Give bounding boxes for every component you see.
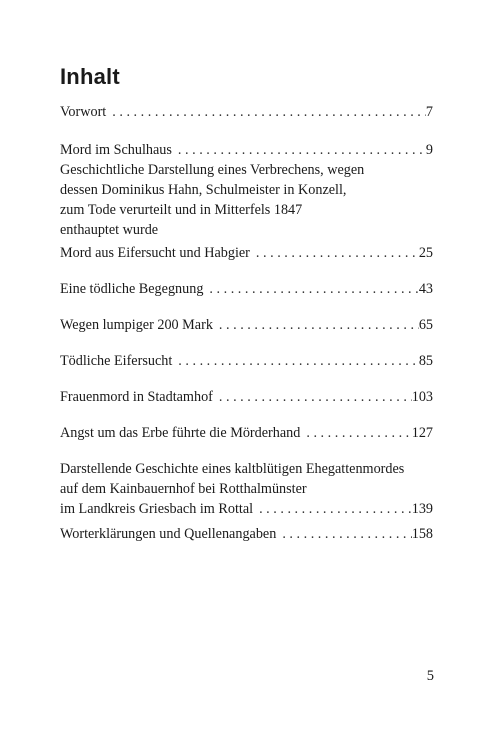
toc-entry-title-line: Darstellende Geschichte eines kaltblütigen Ehegattenmordes bbox=[60, 461, 405, 477]
toc-page-number: 7 bbox=[425, 104, 433, 120]
page-number: 5 bbox=[426, 668, 434, 684]
toc-entry-title: Wegen lumpiger 200 Mark bbox=[60, 317, 213, 333]
toc-entry-subtitle-line: dessen Dominikus Hahn, Schulmeister in Konzell, bbox=[60, 182, 347, 198]
toc-page-number: 25 bbox=[418, 245, 433, 261]
toc-entry-title: Mord im Schulhaus bbox=[60, 142, 172, 158]
dot-leader bbox=[276, 524, 411, 544]
toc-entry-title: Mord aus Eifersucht und Habgier bbox=[60, 245, 250, 261]
dot-leader bbox=[253, 499, 412, 519]
toc-entry-subtitle-line: enthauptet wurde bbox=[60, 222, 159, 238]
toc-entry-title: Worterklärungen und Quellenangaben bbox=[60, 526, 277, 542]
toc-entry-worterklaerungen bbox=[60, 524, 433, 544]
toc-entry-toedliche-eifersucht bbox=[60, 351, 433, 371]
toc-page-number: 43 bbox=[418, 281, 433, 297]
toc-entry-angst-um-das-erbe bbox=[60, 423, 433, 443]
toc-entry-title-line: auf dem Kainbauernhof bei Rotthalmünster bbox=[60, 481, 307, 497]
toc-entry-subtitle-line: Geschichtliche Darstellung eines Verbrechens, wegen bbox=[60, 162, 365, 178]
toc-page-number: 9 bbox=[425, 142, 433, 158]
dot-leader bbox=[203, 279, 418, 299]
contents-heading: Inhalt bbox=[60, 64, 120, 89]
toc-entry-ehegattenmord bbox=[60, 459, 433, 519]
toc-entry-mord-aus-eifersucht bbox=[60, 243, 433, 263]
toc-entry-mord-im-schulhaus bbox=[60, 140, 433, 240]
toc-entry-lumpiger-200-mark bbox=[60, 315, 433, 335]
toc-entry-frauenmord-stadtamhof bbox=[60, 387, 433, 407]
toc-entry-title: Vorwort bbox=[60, 104, 107, 120]
toc-entry-title: Eine tödliche Begegnung bbox=[60, 281, 204, 297]
dot-leader bbox=[106, 102, 426, 122]
toc-entry-subtitle-line: zum Tode verurteilt und in Mitterfels 1847 bbox=[60, 202, 303, 218]
toc-entry-title: im Landkreis Griesbach im Rottal bbox=[60, 501, 254, 517]
toc-page-number: 158 bbox=[411, 526, 433, 542]
dot-leader bbox=[250, 243, 419, 263]
dot-leader bbox=[172, 351, 419, 371]
toc-entry-toedliche-begegnung bbox=[60, 279, 433, 299]
toc-entry-vorwort bbox=[60, 102, 433, 122]
toc-page-number: 139 bbox=[411, 501, 433, 517]
toc-page-number: 127 bbox=[411, 425, 433, 441]
dot-leader bbox=[172, 140, 426, 160]
toc-entry-title: Angst um das Erbe führte die Mörderhand bbox=[60, 425, 301, 441]
toc-page-number: 85 bbox=[418, 353, 433, 369]
toc-entry-title: Frauenmord in Stadtamhof bbox=[60, 389, 213, 405]
dot-leader bbox=[300, 423, 411, 443]
toc-page-number: 65 bbox=[418, 317, 433, 333]
toc-entry-title: Tödliche Eifersucht bbox=[60, 353, 173, 369]
toc-page-number: 103 bbox=[411, 389, 433, 405]
dot-leader bbox=[213, 387, 412, 407]
dot-leader bbox=[213, 315, 419, 335]
